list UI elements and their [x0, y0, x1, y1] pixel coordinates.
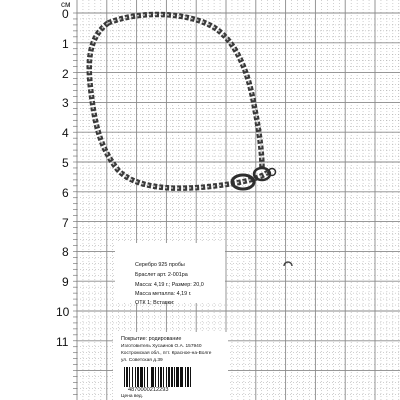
tag-article: Браслет арт. 2-001ра	[135, 272, 188, 278]
ruler-number: 7	[62, 215, 69, 230]
ruler-unit: см	[61, 0, 71, 9]
ruler-number: 0	[62, 7, 69, 21]
ruler-number: 2	[62, 66, 69, 81]
tag-otk: ОТК 1; Вставки:	[135, 300, 175, 306]
ruler-number: 3	[62, 96, 69, 111]
label-address: ул. Советская д.39	[121, 358, 163, 363]
barcode-number: 4870000212293	[128, 387, 169, 393]
ruler-number: 8	[62, 245, 69, 260]
ruler-number: 10	[56, 305, 70, 319]
label-manufacturer: Изготовитель Хусаинов О.А. 157940	[121, 344, 202, 349]
label-coating: Покрытие: родирование	[121, 336, 182, 342]
ruler-number: 11	[56, 334, 69, 349]
ruler-number: 9	[62, 275, 69, 290]
silver-chain-bracelet	[89, 14, 275, 189]
barcode	[124, 367, 216, 387]
ruler-number: 5	[62, 156, 69, 170]
tag-metal-mass: Масса металла: 4,19 г.	[135, 291, 192, 297]
ruler-number: 4	[62, 126, 69, 141]
ruler-number: 6	[62, 185, 69, 200]
ruler-number: 1	[62, 36, 69, 51]
tag-metal: Серебро 925 пробы	[135, 262, 185, 268]
label-price: Цена вед.	[121, 394, 144, 399]
tag-mass-size: Масса: 4,19 г.; Размер: 20,0	[135, 282, 204, 288]
label-region: Костромская обл., пгт. Красное-на-Волге	[121, 351, 212, 356]
